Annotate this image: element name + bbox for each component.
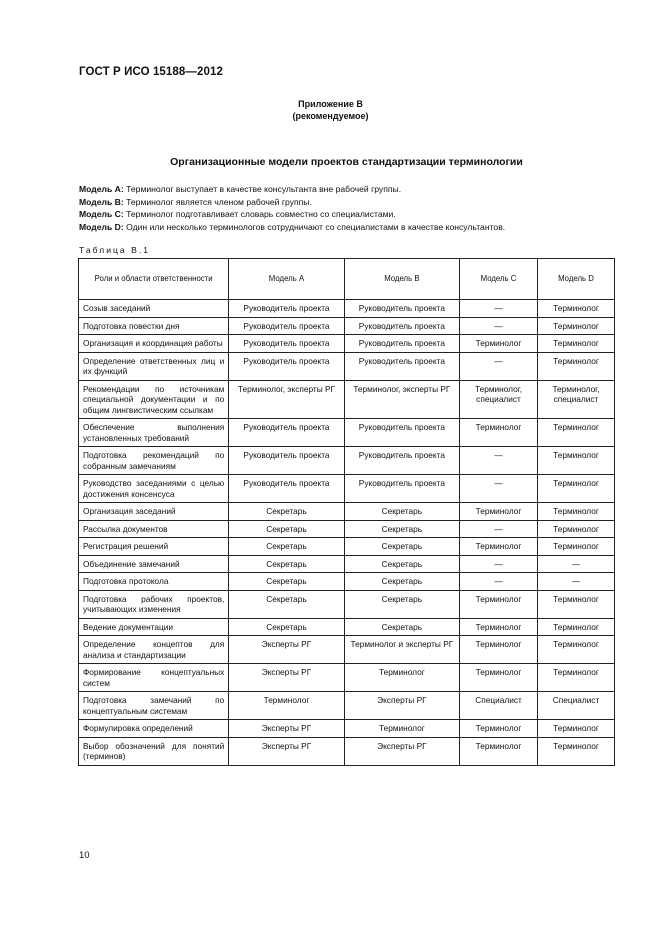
table-row: [79, 475, 615, 503]
model-text: Терминолог выступает в качестве консультанта вне рабочей группы.: [123, 184, 402, 194]
model-cell: Терминолог: [460, 737, 538, 765]
model-cell: Терминолог: [537, 664, 614, 692]
model-cell: Эксперты РГ: [229, 720, 344, 738]
model-cell: Терминолог, эксперты РГ: [344, 380, 459, 419]
models-list: [79, 183, 639, 233]
table-row: [79, 664, 615, 692]
model-cell: Терминолог: [537, 720, 614, 738]
model-cell: Руководитель проекта: [229, 300, 344, 318]
model-cell: Руководитель проекта: [344, 335, 459, 353]
model-cell: Секретарь: [344, 618, 459, 636]
model-cell: Терминолог: [344, 720, 459, 738]
model-cell: Секретарь: [344, 538, 459, 556]
section-title: Организационные модели проектов стандартизации терминологии: [170, 156, 523, 168]
role-cell: Обеспечение выполнения установленных требований: [79, 419, 229, 447]
table-row: [79, 692, 615, 720]
model-cell: Терминолог, специалист: [460, 380, 538, 419]
model-text: Один или несколько терминологов сотрудничают со специалистами в качестве консультантов.: [123, 221, 506, 232]
model-cell: Руководитель проекта: [229, 335, 344, 353]
model-cell: Терминолог: [460, 636, 538, 664]
model-cell: Секретарь: [229, 520, 344, 538]
model-cell: Специалист: [537, 692, 614, 720]
table-row: [79, 573, 615, 591]
page-number: 10: [79, 850, 90, 861]
model-cell: Секретарь: [344, 503, 459, 521]
model-cell: Терминолог: [460, 720, 538, 738]
table-row: [79, 447, 615, 475]
model-line: [79, 208, 639, 221]
role-cell: Регистрация решений: [79, 538, 229, 556]
model-label: Модель D:: [79, 221, 124, 232]
appendix-subtitle: (рекомендуемое): [292, 111, 369, 121]
model-cell: —: [460, 300, 538, 318]
role-cell: Подготовка рабочих проектов, учитывающих изменения: [79, 590, 229, 618]
document-header: ГОСТ Р ИСО 15188—2012: [79, 66, 224, 78]
model-cell: Секретарь: [229, 503, 344, 521]
model-cell: Секретарь: [229, 538, 344, 556]
table-row: [79, 335, 615, 353]
appendix-title: Приложение В: [298, 99, 363, 109]
model-cell: Терминолог: [537, 419, 614, 447]
model-cell: Терминолог: [460, 335, 538, 353]
model-cell: Руководитель проекта: [229, 419, 344, 447]
role-cell: Подготовка рекомендаций по собранным замечаниям: [79, 447, 229, 475]
model-cell: Специалист: [460, 692, 538, 720]
role-cell: Подготовка повестки дня: [79, 317, 229, 335]
role-cell: Объединение замечаний: [79, 555, 229, 573]
table-row: [79, 737, 615, 765]
model-label: Модель А:: [79, 184, 124, 194]
model-cell: Терминолог: [537, 737, 614, 765]
model-cell: Руководитель проекта: [344, 317, 459, 335]
model-cell: Терминолог: [537, 636, 614, 664]
model-cell: Секретарь: [344, 590, 459, 618]
role-cell: Руководство заседаниями с целью достижения консенсуса: [79, 475, 229, 503]
model-cell: —: [460, 573, 538, 591]
model-cell: Терминолог: [537, 520, 614, 538]
role-cell: Рекомендации по источникам специальной документации и по общим лингвистическим ссылкам: [79, 380, 229, 419]
model-cell: —: [460, 520, 538, 538]
role-cell: Формулировка определений: [79, 720, 229, 738]
model-cell: Терминолог, эксперты РГ: [229, 380, 344, 419]
model-cell: Секретарь: [344, 555, 459, 573]
model-cell: Терминолог: [460, 503, 538, 521]
role-cell: Выбор обозначений для понятий (терминов): [79, 737, 229, 765]
model-cell: Терминолог, специалист: [537, 380, 614, 419]
model-cell: Руководитель проекта: [229, 475, 344, 503]
table-row: [79, 352, 615, 380]
model-cell: —: [460, 447, 538, 475]
model-cell: Терминолог: [229, 692, 344, 720]
model-cell: Терминолог: [537, 335, 614, 353]
model-cell: —: [460, 317, 538, 335]
table-caption: Таблица В.1: [79, 245, 150, 255]
model-cell: Секретарь: [229, 590, 344, 618]
table-row: [79, 300, 615, 318]
table-row: [79, 520, 615, 538]
model-line: [79, 196, 639, 209]
role-cell: Ведение документации: [79, 618, 229, 636]
model-cell: —: [460, 352, 538, 380]
model-label: Модель С:: [79, 209, 124, 219]
header-model-a: Модель А: [229, 259, 344, 300]
model-cell: Терминолог: [537, 590, 614, 618]
model-label: Модель В:: [79, 196, 124, 207]
model-cell: Руководитель проекта: [344, 475, 459, 503]
model-cell: Терминолог: [460, 618, 538, 636]
table-header-row: [79, 259, 615, 300]
role-cell: Формирование концептуальных систем: [79, 664, 229, 692]
model-cell: Терминолог: [460, 664, 538, 692]
table-row: [79, 503, 615, 521]
model-cell: Эксперты РГ: [229, 636, 344, 664]
model-cell: Терминолог: [537, 475, 614, 503]
model-cell: —: [460, 555, 538, 573]
role-cell: Подготовка протокола: [79, 573, 229, 591]
header-model-d: Модель D: [537, 259, 614, 300]
table-row: [79, 380, 615, 419]
role-cell: Созыв заседаний: [79, 300, 229, 318]
roles-table: [78, 258, 615, 766]
model-cell: Руководитель проекта: [229, 352, 344, 380]
table-row: [79, 555, 615, 573]
role-cell: Подготовка замечаний по концептуальным системам: [79, 692, 229, 720]
role-cell: Определение концептов для анализа и стандартизации: [79, 636, 229, 664]
table-body: [79, 300, 615, 766]
model-cell: Терминолог: [537, 503, 614, 521]
model-cell: —: [537, 573, 614, 591]
role-cell: Организация заседаний: [79, 503, 229, 521]
table-row: [79, 720, 615, 738]
model-cell: Секретарь: [344, 573, 459, 591]
table-row: [79, 419, 615, 447]
model-cell: Терминолог: [537, 352, 614, 380]
model-cell: Эксперты РГ: [229, 737, 344, 765]
model-cell: Терминолог: [537, 317, 614, 335]
model-cell: Эксперты РГ: [344, 692, 459, 720]
appendix-heading: [0, 98, 661, 122]
role-cell: Организация и координация работы: [79, 335, 229, 353]
model-cell: Терминолог: [537, 618, 614, 636]
model-cell: Терминолог: [460, 538, 538, 556]
model-cell: Терминолог: [460, 419, 538, 447]
header-model-b: Модель В: [344, 259, 459, 300]
model-cell: Терминолог: [537, 447, 614, 475]
model-cell: —: [537, 555, 614, 573]
model-cell: Секретарь: [229, 555, 344, 573]
role-cell: Определение ответственных лиц и их функций: [79, 352, 229, 380]
header-roles: Роли и области ответственности: [79, 259, 229, 300]
model-cell: Руководитель проекта: [229, 447, 344, 475]
model-cell: Терминолог и эксперты РГ: [344, 636, 459, 664]
model-cell: Секретарь: [229, 618, 344, 636]
model-cell: Руководитель проекта: [344, 447, 459, 475]
header-model-c: Модель С: [460, 259, 538, 300]
model-cell: Терминолог: [537, 300, 614, 318]
model-cell: Эксперты РГ: [229, 664, 344, 692]
model-cell: Секретарь: [344, 520, 459, 538]
model-cell: Эксперты РГ: [344, 737, 459, 765]
model-cell: Руководитель проекта: [344, 352, 459, 380]
model-cell: —: [460, 475, 538, 503]
model-cell: Секретарь: [229, 573, 344, 591]
model-line: [79, 221, 639, 234]
model-cell: Руководитель проекта: [229, 317, 344, 335]
model-line: [79, 183, 639, 196]
model-text: Терминолог является членом рабочей группы.: [123, 196, 312, 207]
table-row: [79, 636, 615, 664]
model-cell: Руководитель проекта: [344, 419, 459, 447]
table-row: [79, 317, 615, 335]
table-row: [79, 538, 615, 556]
table-row: [79, 618, 615, 636]
model-cell: Терминолог: [344, 664, 459, 692]
table-row: [79, 590, 615, 618]
model-cell: Терминолог: [537, 538, 614, 556]
model-text: Терминолог подготавливает словарь совместно со специалистами.: [123, 209, 396, 219]
role-cell: Рассылка документов: [79, 520, 229, 538]
model-cell: Терминолог: [460, 590, 538, 618]
model-cell: Руководитель проекта: [344, 300, 459, 318]
